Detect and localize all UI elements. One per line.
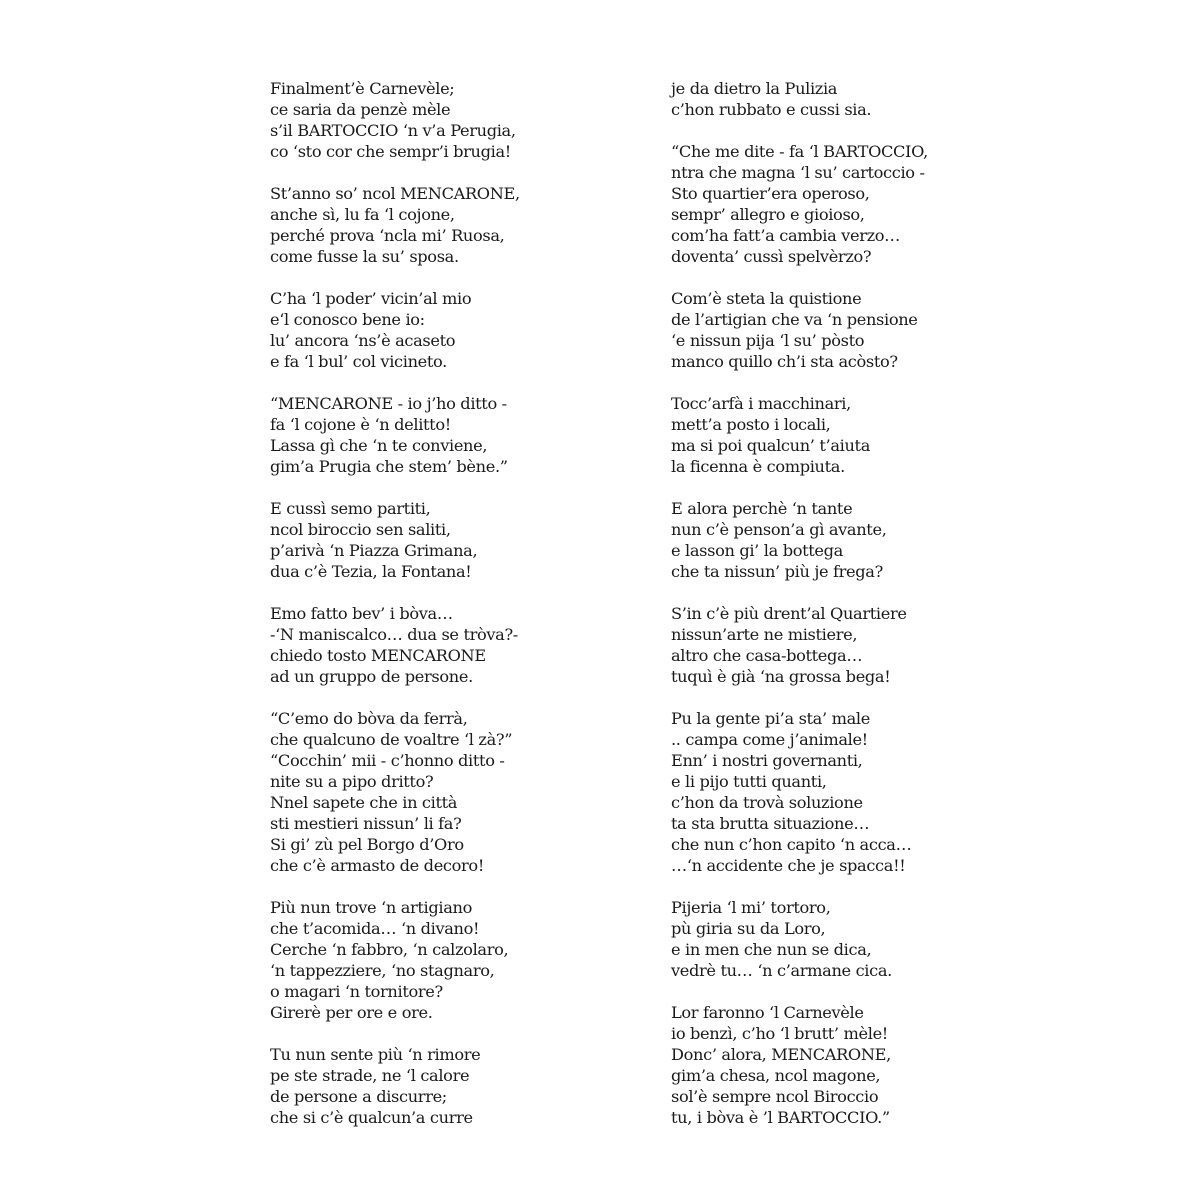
poem-line: ta sta brutta situazione… — [671, 814, 870, 833]
stanza — [270, 393, 650, 477]
poem-line: E alora perchè ‘n tante — [671, 499, 853, 518]
poem-line: Lor faronno ‘l Carnevèle — [671, 1003, 864, 1022]
poem-line: Girerè per ore e ore. — [270, 1003, 433, 1022]
poem-line: Nnel sapete che in città — [270, 793, 458, 812]
poem-line: manco quillo ch’i sta acòsto? — [671, 352, 898, 371]
poem-line: co ‘sto cor che sempr’i brugia! — [270, 142, 511, 161]
poem-line: nun c’è penson’a gì avante, — [671, 520, 887, 539]
poem-line: pe ste strade, ne ‘l calore — [270, 1066, 470, 1085]
stanza — [671, 1002, 1051, 1128]
poem-line: ntra che magna ‘l su’ cartoccio - — [671, 163, 925, 182]
poem-line: Enn’ i nostri governanti, — [671, 751, 863, 770]
stanza — [270, 1044, 650, 1128]
stanza — [671, 708, 1051, 876]
poem-line: che c’è armasto de decoro! — [270, 856, 484, 875]
poem-line: e in men che nun se dica, — [671, 940, 872, 959]
poem-left-column — [270, 78, 650, 1149]
poem-line: e fa ‘l bul’ col vicineto. — [270, 352, 447, 371]
poem-line: anche sì, lu fa ‘l cojone, — [270, 205, 455, 224]
poem-line: Pu la gente pi’a sta’ male — [671, 709, 870, 728]
poem-line: C’ha ‘l poder’ vicin’al mio — [270, 289, 472, 308]
poem-line: gim’a Prugia che stem’ bène.” — [270, 457, 508, 476]
poem-line: ad un gruppo de persone. — [270, 667, 473, 686]
poem-line: Cerche ‘n fabbro, ‘n calzolaro, — [270, 940, 509, 959]
poem-line: o magari ‘n tornitore? — [270, 982, 443, 1001]
poem-line: s’il BARTOCCIO ‘n v’a Perugia, — [270, 121, 516, 140]
poem-line: ce saria da penzè mèle — [270, 100, 451, 119]
poem-line: E cussì semo partiti, — [270, 499, 431, 518]
poem-line: io benzì, c’ho ‘l brutt’ mèle! — [671, 1024, 888, 1043]
poem-line: sol’è sempre ncol Biroccio — [671, 1087, 879, 1106]
poem-right-column — [671, 78, 1051, 1149]
poem-line: che t’acomida… ‘n divano! — [270, 919, 480, 938]
poem-line: Com’è steta la quistione — [671, 289, 862, 308]
poem-line: c’hon rubbato e cussi sia. — [671, 100, 872, 119]
poem-line: Finalment’è Carnevèle; — [270, 79, 455, 98]
poem-line: che nun c’hon capito ‘n acca… — [671, 835, 912, 854]
stanza — [270, 603, 650, 687]
poem-line: St’anno so’ ncol MENCARONE, — [270, 184, 520, 203]
poem-line: S’in c’è più drent’al Quartiere — [671, 604, 907, 623]
poem-line: Sto quartier’era operoso, — [671, 184, 870, 203]
stanza — [671, 603, 1051, 687]
poem-line: .. campa come j’animale! — [671, 730, 868, 749]
poem-line: Più nun trove ‘n artigiano — [270, 898, 472, 917]
poem-line: Tocc’arfà i macchinari, — [671, 394, 851, 413]
poem-line: dua c’è Tezia, la Fontana! — [270, 562, 472, 581]
poem-line: “C’emo do bòva da ferrà, — [270, 709, 468, 728]
poem-line: ‘e nissun pija ‘l su’ pòsto — [671, 331, 865, 350]
poem-line: de l’artigian che va ‘n pensione — [671, 310, 918, 329]
poem-line: nite su a pipo dritto? — [270, 772, 434, 791]
stanza — [270, 708, 650, 876]
poem-line: chiedo tosto MENCARONE — [270, 646, 486, 665]
stanza — [671, 498, 1051, 582]
poem-line: la ficenna è compiuta. — [671, 457, 845, 476]
poem-line: …‘n accidente che je spacca!! — [671, 856, 906, 875]
poem-line: p’arivà ‘n Piazza Grimana, — [270, 541, 478, 560]
poem-line: sti mestieri nissun’ li fa? — [270, 814, 462, 833]
stanza — [270, 78, 650, 162]
poem-line: fa ‘l cojone è ‘n delitto! — [270, 415, 451, 434]
stanza — [270, 288, 650, 372]
poem-line: ma si poi qualcun’ t’aiuta — [671, 436, 870, 455]
poem-line: gim’a chesa, ncol magone, — [671, 1066, 881, 1085]
poem-line: come fusse la su’ sposa. — [270, 247, 459, 266]
poem-line: je da dietro la Pulizia — [671, 79, 838, 98]
poem-line: vedrè tu… ‘n c’armane cica. — [671, 961, 892, 980]
stanza — [671, 897, 1051, 981]
poem-line: e‘l conosco bene io: — [270, 310, 425, 329]
stanza — [270, 498, 650, 582]
poem-line: tuquì è già ‘na grossa bega! — [671, 667, 891, 686]
poem-line: com’ha fatt’a cambia verzo… — [671, 226, 900, 245]
poem-line: Donc’ alora, MENCARONE, — [671, 1045, 891, 1064]
poem-line: de persone a discurre; — [270, 1087, 447, 1106]
stanza — [270, 897, 650, 1023]
poem-line: e lasson gi’ la bottega — [671, 541, 843, 560]
poem-line: Tu nun sente più ‘n rimore — [270, 1045, 481, 1064]
poem-line: nissun’arte ne mistiere, — [671, 625, 858, 644]
poem-line: -‘N maniscalco… dua se tròva?- — [270, 625, 518, 644]
poem-line: ‘n tappezziere, ‘no stagnaro, — [270, 961, 495, 980]
poem-line: che qualcuno de voaltre ‘l zà?” — [270, 730, 513, 749]
poem-line: “Che me dite - fa ‘l BARTOCCIO, — [671, 142, 928, 161]
poem-line: Emo fatto bev’ i bòva… — [270, 604, 453, 623]
poem-line: tu, i bòva è ’l BARTOCCIO.” — [671, 1108, 890, 1127]
poem-line: c’hon da trovà soluzione — [671, 793, 863, 812]
poem-line: perché prova ‘ncla mi’ Ruosa, — [270, 226, 505, 245]
stanza — [671, 78, 1051, 120]
poem-line: mett’a posto i locali, — [671, 415, 831, 434]
poem-line: ncol biroccio sen saliti, — [270, 520, 451, 539]
stanza — [671, 393, 1051, 477]
poem-line: lu’ ancora ‘ns’è acaseto — [270, 331, 456, 350]
stanza — [671, 288, 1051, 372]
poem-line: che ta nissun’ più je frega? — [671, 562, 883, 581]
poem-line: pù giria su da Loro, — [671, 919, 826, 938]
stanza — [671, 141, 1051, 267]
poem-line: che si c’è qualcun’a curre — [270, 1108, 473, 1127]
poem-line: Si gi’ zù pel Borgo d’Oro — [270, 835, 464, 854]
poem-line: Pijeria ‘l mi’ tortoro, — [671, 898, 831, 917]
poem-line: altro che casa-bottega… — [671, 646, 863, 665]
poem-line: “MENCARONE - io j’ho ditto - — [270, 394, 507, 413]
poem-line: sempr’ allegro e gioioso, — [671, 205, 865, 224]
poem-line: doventa’ cussì spelvèrzo? — [671, 247, 872, 266]
poem-line: “Cocchin’ mii - c’honno ditto - — [270, 751, 505, 770]
poem-line: Lassa gì che ‘n te conviene, — [270, 436, 488, 455]
stanza — [270, 183, 650, 267]
poem-line: e li pijo tutti quanti, — [671, 772, 827, 791]
